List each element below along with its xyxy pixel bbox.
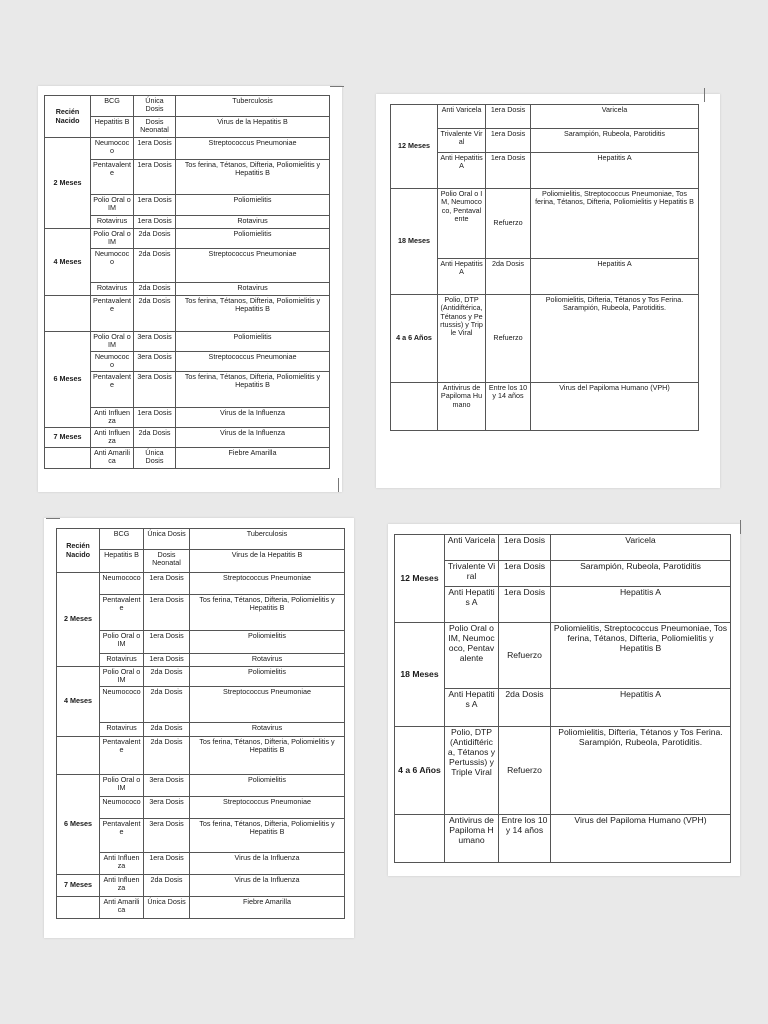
vaccine-cell: Anti Hepatitis A [438,153,486,189]
target-cell: Poliomielitis [176,332,330,352]
table-row [57,573,345,595]
table-row [391,153,699,189]
table-row [395,727,731,815]
dose-cell: 3era Dosis [134,352,176,372]
target-cell: Poliomielitis [190,631,345,654]
vaccine-cell: Polio, DTP (Antidiftérica, Tétanos y Pertussis) y Triple Viral [438,295,486,383]
target-cell: Poliomielitis, Difteria, Tétanos y Tos Ferina. Sarampión, Rubeola, Parotiditis. [531,295,699,383]
dose-cell: 2da Dosis [486,259,531,295]
crop-mark [330,86,344,87]
table-row [395,535,731,561]
vaccine-cell: Polio Oral o IM [91,195,134,216]
table-row [57,595,345,631]
table-row [45,138,330,160]
vaccine-cell: Anti Varicela [438,105,486,129]
dose-cell: Única Dosis [144,897,190,919]
table-row [391,189,699,259]
table-row [57,687,345,723]
table-row [57,654,345,667]
table-row [395,587,731,623]
table-row [57,550,345,573]
age-cell: 6 Meses [57,775,100,875]
dose-cell: 2da Dosis [134,249,176,283]
vaccine-cell: Polio Oral o IM [100,667,144,687]
age-cell: 2 Meses [57,573,100,667]
target-cell: Virus del Papiloma Humano (VPH) [531,383,699,431]
target-cell: Varicela [531,105,699,129]
target-cell: Tos ferina, Tétanos, Difteria, Poliomielitis y Hepatitis B [176,296,330,332]
vaccine-cell: Neumococo [91,352,134,372]
target-cell: Tos ferina, Tétanos, Difteria, Poliomielitis y Hepatitis B [190,737,345,775]
age-cell [57,897,100,919]
dose-cell: 1era Dosis [144,853,190,875]
age-cell: 2 Meses [45,138,91,229]
age-cell [45,296,91,332]
vaccination-table-infancia-bottom [56,528,345,919]
table-row [57,631,345,654]
table-row [45,296,330,332]
age-cell: 18 Meses [391,189,438,295]
vaccine-cell: Rotavirus [91,283,134,296]
vaccine-cell: Anti Hepatitis A [438,259,486,295]
table-row [45,448,330,469]
dose-cell: 1era Dosis [134,195,176,216]
table-row [57,819,345,853]
table-row [45,96,330,117]
dose-cell: 2da Dosis [144,737,190,775]
dose-cell: 1era Dosis [134,138,176,160]
table-row [57,853,345,875]
dose-cell: 3era Dosis [134,372,176,408]
vaccine-cell: Neumococo [100,797,144,819]
dose-cell: Única Dosis [144,529,190,550]
target-cell: Virus de la Influenza [190,875,345,897]
dose-cell: Entre los 10 y 14 años [486,383,531,431]
dose-cell: 1era Dosis [134,160,176,195]
vaccine-cell: BCG [100,529,144,550]
vaccine-cell: Anti Varicela [445,535,499,561]
target-cell: Poliomielitis [190,775,345,797]
table-row [57,897,345,919]
dose-cell: 2da Dosis [134,229,176,249]
vaccine-cell: Trivalente Viral [445,561,499,587]
target-cell: Streptococcus Pneumoniae [190,573,345,595]
target-cell: Poliomielitis [176,229,330,249]
target-cell: Poliomielitis, Difteria, Tétanos y Tos Ferina. Sarampión, Rubeola, Parotiditis. [551,727,731,815]
table-row [57,723,345,737]
dose-cell: Dosis Neonatal [134,117,176,138]
vaccine-cell: Polio, DTP (Antidiftérica, Tétanos y Pertussis) y Triple Viral [445,727,499,815]
age-cell: 4 a 6 Años [395,727,445,815]
table-row [57,775,345,797]
vaccine-cell: Anti Influenza [91,408,134,428]
dose-cell: 1era Dosis [134,216,176,229]
dose-cell: 1era Dosis [144,631,190,654]
dose-cell: Entre los 10 y 14 años [499,815,551,863]
vaccine-cell: Polio Oral o IM [100,631,144,654]
table-row [45,229,330,249]
dose-cell: 1era Dosis [134,408,176,428]
crop-mark [338,478,339,492]
target-cell: Sarampión, Rubeola, Parotiditis [531,129,699,153]
table-row [395,623,731,689]
vaccine-cell: Anti Hepatitis A [445,689,499,727]
dose-cell: 1era Dosis [486,153,531,189]
dose-cell: 2da Dosis [134,296,176,332]
dose-cell: 1era Dosis [499,561,551,587]
age-cell: Recién Nacido [45,96,91,138]
dose-cell: 1era Dosis [486,129,531,153]
target-cell: Virus de la Hepatitis B [176,117,330,138]
dose-cell: 1era Dosis [144,654,190,667]
dose-cell: 1era Dosis [144,573,190,595]
table-row [391,295,699,383]
table-row [57,875,345,897]
vaccine-cell: Anti Influenza [91,428,134,448]
vaccine-cell: Neumococo [91,138,134,160]
target-cell: Varicela [551,535,731,561]
dose-cell: Refuerzo [486,189,531,259]
age-cell: 18 Meses [395,623,445,727]
vaccine-cell: Rotavirus [100,723,144,737]
vaccine-cell: Polio Oral o IM [91,332,134,352]
table-row [391,383,699,431]
age-cell: Recién Nacido [57,529,100,573]
target-cell: Poliomielitis [176,195,330,216]
age-cell: 12 Meses [391,105,438,189]
dose-cell: 1era Dosis [499,535,551,561]
target-cell: Rotavirus [176,216,330,229]
age-cell: 12 Meses [395,535,445,623]
target-cell: Streptococcus Pneumoniae [176,249,330,283]
vaccination-table-infancia-top [44,95,330,469]
table-row [45,428,330,448]
target-cell: Hepatitis A [531,153,699,189]
table-row [395,561,731,587]
vaccine-cell: Hepatitis B [100,550,144,573]
vaccine-cell: Antivirus de Papiloma Humano [445,815,499,863]
vaccine-cell: Pentavalente [100,595,144,631]
vaccine-cell: Neumococo [100,573,144,595]
target-cell: Virus del Papiloma Humano (VPH) [551,815,731,863]
table-row [391,129,699,153]
age-cell: 4 a 6 Años [391,295,438,383]
vaccine-cell: Polio Oral o IM, Neumococo, Pentavalente [438,189,486,259]
age-cell: 6 Meses [45,332,91,428]
vaccination-table-ninez-bottom [394,534,731,863]
target-cell: Virus de la Hepatitis B [190,550,345,573]
dose-cell: 3era Dosis [144,819,190,853]
vaccine-cell: Pentavalente [100,819,144,853]
dose-cell: 1era Dosis [499,587,551,623]
dose-cell: Refuerzo [486,295,531,383]
dose-cell: 2da Dosis [144,667,190,687]
target-cell: Rotavirus [190,654,345,667]
vaccine-cell: Antivirus de Papiloma Humano [438,383,486,431]
table-row [57,667,345,687]
table-row [57,737,345,775]
target-cell: Hepatitis A [551,689,731,727]
table-row [45,332,330,352]
vaccine-cell: Neumococo [91,249,134,283]
target-cell: Tuberculosis [176,96,330,117]
dose-cell: Refuerzo [499,727,551,815]
age-cell [57,737,100,775]
vaccine-cell: Neumococo [100,687,144,723]
vaccine-cell: Pentavalente [100,737,144,775]
target-cell: Sarampión, Rubeola, Parotiditis [551,561,731,587]
target-cell: Streptococcus Pneumoniae [176,138,330,160]
target-cell: Poliomielitis [190,667,345,687]
dose-cell: Única Dosis [134,96,176,117]
age-cell: 7 Meses [57,875,100,897]
crop-mark [704,88,705,102]
vaccine-cell: Polio Oral o IM [100,775,144,797]
table-row [391,105,699,129]
dose-cell: 2da Dosis [134,283,176,296]
target-cell: Tos ferina, Tétanos, Difteria, Poliomielitis y Hepatitis B [176,160,330,195]
vaccine-cell: Anti Amarilica [100,897,144,919]
dose-cell: 2da Dosis [144,723,190,737]
vaccine-cell: Pentavalente [91,160,134,195]
target-cell: Hepatitis A [551,587,731,623]
age-cell [45,448,91,469]
age-cell: 4 Meses [45,229,91,296]
vaccine-cell: Trivalente Viral [438,129,486,153]
dose-cell: Única Dosis [134,448,176,469]
age-cell: 7 Meses [45,428,91,448]
target-cell: Streptococcus Pneumoniae [190,797,345,819]
dose-cell: 2da Dosis [144,687,190,723]
table-row [395,689,731,727]
table-row [391,259,699,295]
target-cell: Virus de la Influenza [190,853,345,875]
vaccine-cell: Anti Influenza [100,875,144,897]
vaccination-table-ninez-top [390,104,699,431]
target-cell: Hepatitis A [531,259,699,295]
table-row [57,797,345,819]
dose-cell: 1era Dosis [486,105,531,129]
crop-mark [46,518,60,519]
dose-cell: Refuerzo [499,623,551,689]
dose-cell: 2da Dosis [499,689,551,727]
dose-cell: 2da Dosis [134,428,176,448]
vaccine-cell: Anti Hepatitis A [445,587,499,623]
vaccine-cell: Pentavalente [91,372,134,408]
dose-cell: 3era Dosis [134,332,176,352]
dose-cell: 2da Dosis [144,875,190,897]
vaccine-cell: Anti Amarilica [91,448,134,469]
age-cell: 4 Meses [57,667,100,737]
vaccine-cell: Anti Influenza [100,853,144,875]
vaccine-cell: Rotavirus [100,654,144,667]
target-cell: Rotavirus [190,723,345,737]
target-cell: Fiebre Amarilla [190,897,345,919]
crop-mark [740,520,741,534]
target-cell: Poliomielitis, Streptococcus Pneumoniae, Tos ferina, Tétanos, Difteria, Poliomielitis y Hepatitis B [531,189,699,259]
table-row [57,529,345,550]
target-cell: Fiebre Amarilla [176,448,330,469]
table-row [395,815,731,863]
target-cell: Streptococcus Pneumoniae [176,352,330,372]
target-cell: Tos ferina, Tétanos, Difteria, Poliomielitis y Hepatitis B [190,595,345,631]
vaccine-cell: BCG [91,96,134,117]
vaccine-cell: Hepatitis B [91,117,134,138]
target-cell: Tuberculosis [190,529,345,550]
vaccine-cell: Pentavalente [91,296,134,332]
age-cell [391,383,438,431]
vaccine-cell: Rotavirus [91,216,134,229]
target-cell: Tos ferina, Tétanos, Difteria, Poliomielitis y Hepatitis B [190,819,345,853]
target-cell: Poliomielitis, Streptococcus Pneumoniae, Tos ferina, Tétanos, Difteria, Poliomielitis y Hepatitis B [551,623,731,689]
vaccine-cell: Polio Oral o IM, Neumococo, Pentavalente [445,623,499,689]
age-cell [395,815,445,863]
target-cell: Tos ferina, Tétanos, Difteria, Poliomielitis y Hepatitis B [176,372,330,408]
dose-cell: Dosis Neonatal [144,550,190,573]
target-cell: Rotavirus [176,283,330,296]
dose-cell: 1era Dosis [144,595,190,631]
dose-cell: 3era Dosis [144,797,190,819]
vaccine-cell: Polio Oral o IM [91,229,134,249]
dose-cell: 3era Dosis [144,775,190,797]
target-cell: Virus de la Influenza [176,428,330,448]
target-cell: Streptococcus Pneumoniae [190,687,345,723]
target-cell: Virus de la Influenza [176,408,330,428]
